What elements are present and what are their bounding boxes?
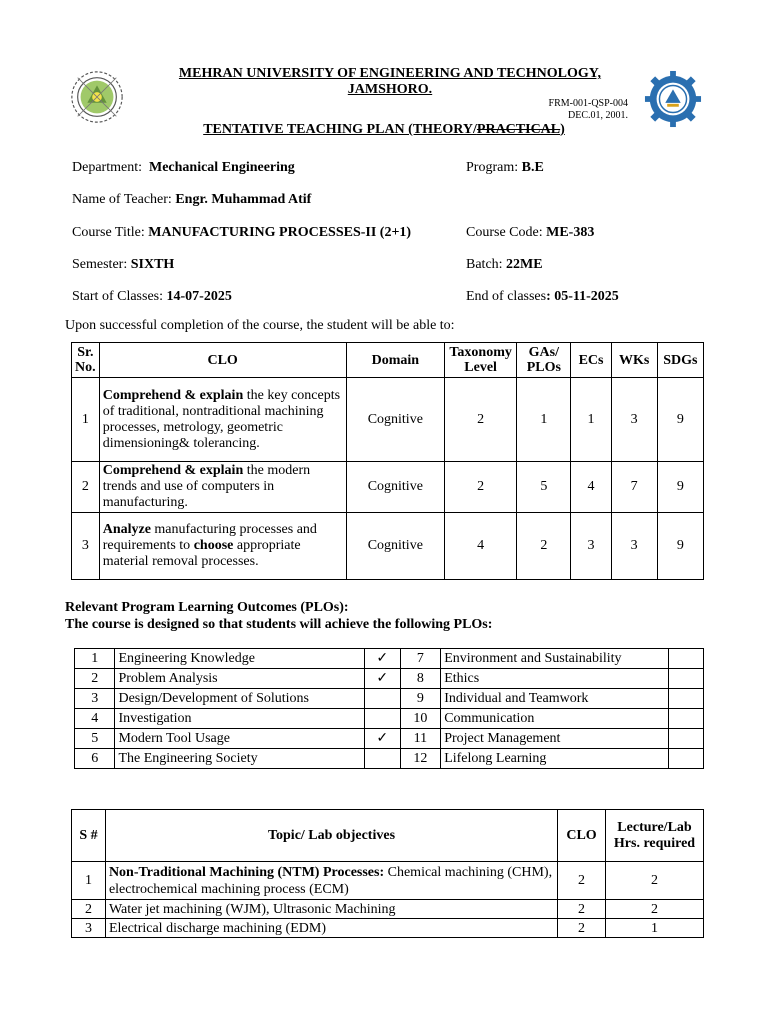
end-classes-field: End of classes: 05-11-2025	[466, 289, 619, 304]
plo-label: Problem Analysis	[115, 669, 364, 689]
table-row	[72, 919, 704, 938]
start-classes-field: Start of Classes: 14-07-2025	[72, 289, 232, 304]
plo-label: Engineering Knowledge	[115, 649, 364, 669]
plo-check-mark: ✓	[364, 649, 400, 669]
department-field: Department: Mechanical Engineering	[72, 160, 295, 175]
batch-field: Batch: 22ME	[466, 257, 543, 272]
plo-label: Investigation	[115, 709, 364, 729]
taxonomy-cell: 2	[444, 462, 516, 513]
plo-number: 10	[400, 709, 441, 729]
plo-label: Individual and Teamwork	[441, 689, 668, 709]
wk-cell: 3	[611, 513, 657, 580]
sdg-cell: 9	[657, 462, 703, 513]
plo-number: 4	[75, 709, 115, 729]
header-clo: CLO	[99, 343, 346, 378]
ec-cell: 3	[571, 513, 611, 580]
wk-cell: 7	[611, 462, 657, 513]
plo-number: 7	[400, 649, 441, 669]
clo-cell: 2	[558, 862, 606, 900]
plo-label: Project Management	[441, 729, 668, 749]
plo-check-mark	[668, 689, 703, 709]
topic-cell: Water jet machining (WJM), Ultrasonic Machining	[105, 900, 557, 919]
clo-header-row	[72, 343, 704, 378]
form-code: FRM-001-QSP-004 DEC.01, 2001.	[548, 98, 628, 121]
plo-number: 2	[75, 669, 115, 689]
header-domain: Domain	[346, 343, 444, 378]
header-topic: Topic/ Lab objectives	[105, 810, 557, 862]
ec-cell: 1	[571, 378, 611, 462]
clo-cell: 2	[558, 900, 606, 919]
s-no-cell: 3	[72, 919, 106, 938]
sdg-cell: 9	[657, 513, 703, 580]
header-plos: GAs/ PLOs	[517, 343, 571, 378]
header-sr-no: Sr. No.	[72, 343, 100, 378]
plo-check-mark	[364, 689, 400, 709]
plo-label: Modern Tool Usage	[115, 729, 364, 749]
sr-cell: 1	[72, 378, 100, 462]
plo-label: Communication	[441, 709, 668, 729]
plo-number: 5	[75, 729, 115, 749]
sr-cell: 3	[72, 513, 100, 580]
teacher-field: Name of Teacher: Engr. Muhammad Atif	[72, 192, 312, 207]
plo-number: 9	[400, 689, 441, 709]
header-ecs: ECs	[571, 343, 611, 378]
header-wks: WKs	[611, 343, 657, 378]
plo-check-mark	[668, 709, 703, 729]
university-right-logo-icon	[644, 70, 702, 128]
table-row	[72, 900, 704, 919]
plo-check-mark	[668, 669, 703, 689]
clo-cell: Comprehend & explain the modern trends and use of computers in manufacturing.	[99, 462, 346, 513]
table-row	[72, 378, 704, 462]
table-row	[75, 709, 704, 729]
table-row	[75, 749, 704, 769]
plo-check-mark	[668, 729, 703, 749]
university-name: MEHRAN UNIVERSITY OF ENGINEERING AND TECHNOLOGY, JAMSHORO.	[178, 66, 602, 97]
plo-check-mark	[668, 649, 703, 669]
plo-number: 6	[75, 749, 115, 769]
plo-label: Ethics	[441, 669, 668, 689]
table-row	[75, 689, 704, 709]
table-row	[75, 669, 704, 689]
plo-check-mark	[668, 749, 703, 769]
header-sdgs: SDGs	[657, 343, 703, 378]
table-row	[72, 513, 704, 580]
hours-cell: 2	[606, 862, 704, 900]
table-row	[75, 649, 704, 669]
clo-cell: 2	[558, 919, 606, 938]
plo-check-mark: ✓	[364, 669, 400, 689]
struck-practical: PRACTICAL	[476, 122, 561, 137]
page-title: TENTATIVE TEACHING PLAN (THEORY/PRACTICAL)	[203, 122, 565, 137]
plo-number: 3	[75, 689, 115, 709]
plo-cell: 5	[517, 462, 571, 513]
hours-cell: 1	[606, 919, 704, 938]
plo-label: Environment and Sustainability	[441, 649, 668, 669]
sdg-cell: 9	[657, 378, 703, 462]
topic-cell: Electrical discharge machining (EDM)	[105, 919, 557, 938]
course-code-field: Course Code: ME-383	[466, 225, 595, 240]
table-row	[75, 729, 704, 749]
hours-cell: 2	[606, 900, 704, 919]
table-row	[72, 462, 704, 513]
domain-cell: Cognitive	[346, 513, 444, 580]
plo-number: 1	[75, 649, 115, 669]
plo-cell: 1	[517, 378, 571, 462]
taxonomy-cell: 2	[444, 378, 516, 462]
sr-cell: 2	[72, 462, 100, 513]
plo-heading: Relevant Program Learning Outcomes (PLOs): The course is designed so that students will achieve the following PLOs:	[65, 600, 493, 632]
s-no-cell: 2	[72, 900, 106, 919]
plo-check-mark	[364, 749, 400, 769]
plo-label: The Engineering Society	[115, 749, 364, 769]
semester-field: Semester: SIXTH	[72, 257, 175, 272]
plo-check-mark	[364, 709, 400, 729]
plo-table	[74, 648, 704, 769]
intro-text: Upon successful completion of the course, the student will be able to:	[65, 318, 455, 333]
plo-number: 11	[400, 729, 441, 749]
wk-cell: 3	[611, 378, 657, 462]
topic-cell: Non-Traditional Machining (NTM) Processes: Chemical machining (CHM), electrochemical machining process (ECM)	[105, 862, 557, 900]
header-taxonomy: Taxonomy Level	[444, 343, 516, 378]
topic-table	[71, 809, 704, 938]
topic-header-row	[72, 810, 704, 862]
clo-cell: Analyze manufacturing processes and requirements to choose appropriate material removal processes.	[99, 513, 346, 580]
plo-check-mark: ✓	[364, 729, 400, 749]
clo-table	[71, 342, 704, 580]
university-left-logo-icon	[68, 68, 126, 126]
s-no-cell: 1	[72, 862, 106, 900]
header-hours: Lecture/Lab Hrs. required	[606, 810, 704, 862]
taxonomy-cell: 4	[444, 513, 516, 580]
header-clo: CLO	[558, 810, 606, 862]
table-row	[72, 862, 704, 900]
plo-label: Lifelong Learning	[441, 749, 668, 769]
plo-label: Design/Development of Solutions	[115, 689, 364, 709]
clo-cell: Comprehend & explain the key concepts of traditional, nontraditional machining processes, metrology, geometric dimensioning& tolerancing.	[99, 378, 346, 462]
plo-cell: 2	[517, 513, 571, 580]
program-field: Program: B.E	[466, 160, 544, 175]
plo-number: 8	[400, 669, 441, 689]
course-title-field: Course Title: MANUFACTURING PROCESSES-II (2+1)	[72, 225, 412, 240]
domain-cell: Cognitive	[346, 378, 444, 462]
header-s-no: S #	[72, 810, 106, 862]
plo-number: 12	[400, 749, 441, 769]
ec-cell: 4	[571, 462, 611, 513]
domain-cell: Cognitive	[346, 462, 444, 513]
